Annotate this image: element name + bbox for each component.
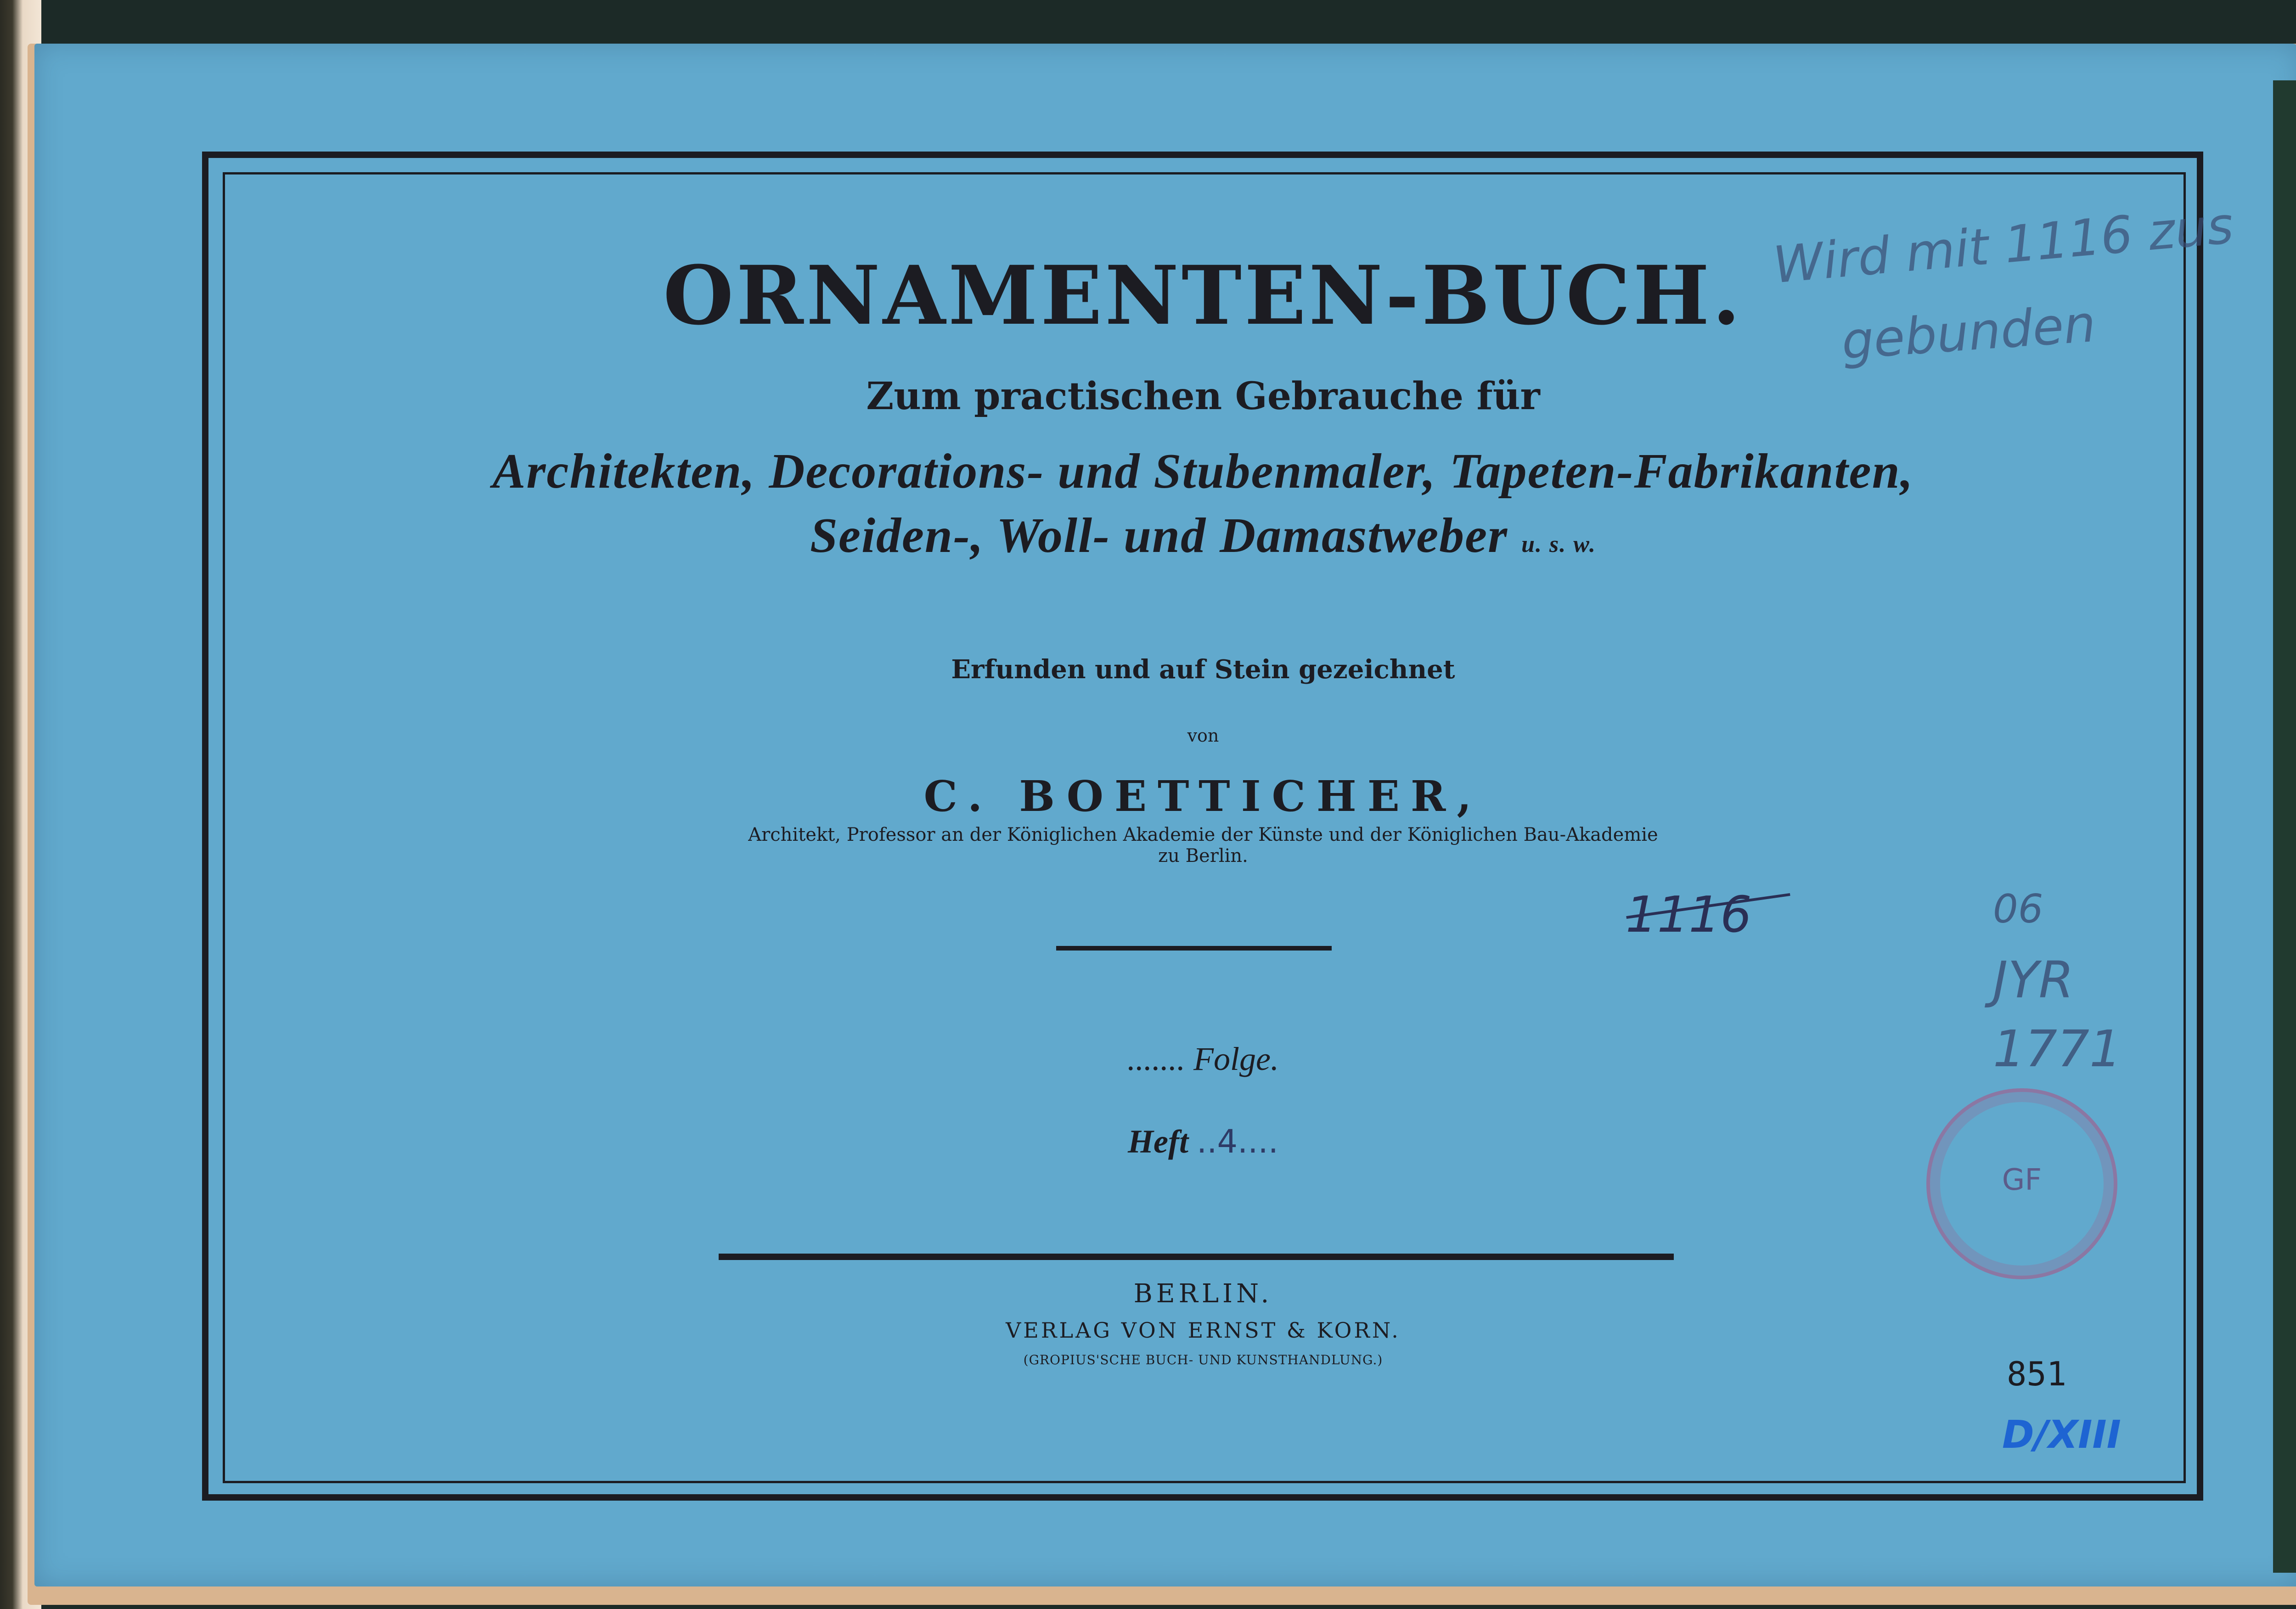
affiliation-line-2: zu Berlin. xyxy=(1158,845,1248,866)
affiliation-line-1: Architekt, Professor an der Königlichen Akademie der Künste und der Königlichen Bau-Akademie xyxy=(748,824,1658,845)
subtitle: Zum practischen Gebrauche für xyxy=(866,374,1540,418)
audience-usw: u. s. w. xyxy=(1521,531,1597,557)
audience-line-2 xyxy=(202,507,2204,564)
handwritten-side-note-1: 06 xyxy=(1993,886,2043,932)
heft-label: Heft xyxy=(1128,1123,1188,1160)
library-stamp xyxy=(1926,1088,2117,1279)
publisher-note: (GROPIUS'SCHE BUCH- UND KUNSTHANDLUNG.) xyxy=(1023,1352,1383,1367)
short-rule-divider xyxy=(1056,946,1332,951)
handwritten-side-note-3: 1771 xyxy=(1993,1019,2122,1078)
publication-city: BERLIN. xyxy=(1133,1279,1273,1309)
audience-line-2-text: Seiden-, Woll- und Damastweber xyxy=(810,508,1508,563)
folge-line: ....... Folge. xyxy=(1127,1041,1279,1077)
von-line: von xyxy=(1187,726,1219,746)
audience-line-1: Architekten, Decorations- und Stubenmaler, Tapeten-Fabrikanten, xyxy=(492,444,1914,499)
handwritten-side-note-2: JYR xyxy=(1993,951,2074,1009)
author-name: C. BOETTICHER, xyxy=(923,771,1483,821)
author-affiliation xyxy=(202,824,2204,866)
cover-edge xyxy=(2273,80,2296,1573)
heft-number: ..4.... xyxy=(1196,1123,1278,1160)
handwritten-note-line-1: Wird mit 1116 zus xyxy=(1771,196,2236,295)
shelfmark-code: D/XIII xyxy=(2002,1412,2121,1457)
shelfmark-number: 851 xyxy=(2007,1355,2067,1393)
long-rule-divider xyxy=(719,1254,1674,1260)
book-title: ORNAMENTEN-BUCH. xyxy=(663,248,1743,343)
stamp-text: GF xyxy=(2002,1163,2042,1197)
struck-number: 1116 xyxy=(1626,886,1752,944)
handwritten-note-line-2: gebunden xyxy=(1840,294,2098,371)
erfunden-line: Erfunden und auf Stein gezeichnet xyxy=(951,654,1455,685)
publisher-name: VERLAG VON ERNST & KORN. xyxy=(1006,1318,1401,1343)
heft-line xyxy=(202,1123,2204,1161)
